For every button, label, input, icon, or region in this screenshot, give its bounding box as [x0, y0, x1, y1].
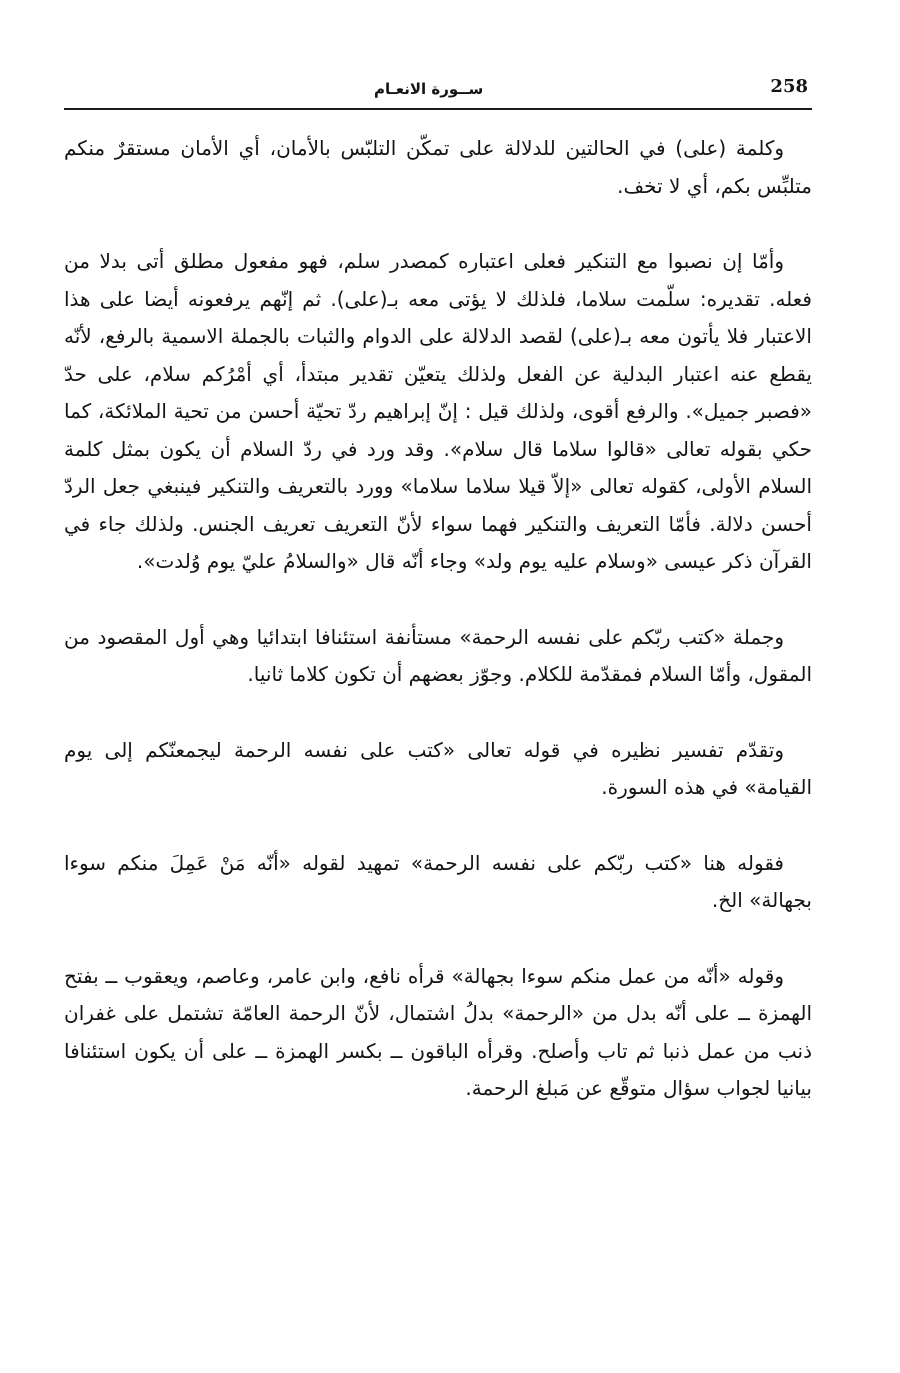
page-number: 258 [770, 76, 808, 97]
paragraph-3: وجملة «كتب ربّكم على نفسه الرحمة» مستأنفة استئنافا ابتدائيا وهي أول المقصود من المقول، وأمّا السلام فمقدّمة للكلام. وجوّز بعضهم أن تكون كلاما ثانيا. [64, 624, 812, 686]
paragraph-5: فقوله هنا «كتب ربّكم على نفسه الرحمة» تمهيد لقوله «أنّه مَنْ عَمِلَ منكم سوءا بجهالة» الخ. [64, 850, 812, 912]
paragraph-2: وأمّا إن نصبوا مع التنكير فعلى اعتباره كمصدر سلم، فهو مفعول مطلق أتى بدلا من فعله. تقديره: سلّمت سلاما، فلذلك لا يؤتى معه بـ(على). ثم إنّهم يرفعونه أيضا على هذا الاعتبار فلا يأتون معه بـ(على) لقصد الدلالة على الدوام والثبات بالجملة الاسمية بالرفع، لأنّه يقطع عنه اعتبار البدلية عن الفعل ولذلك يتعيّن تقدير مبتدأ، أي أمْرُكم سلام، على حدّ «فصبر جميل». والرفع أقوى، ولذلك قيل : إنّ إبراهيم ردّ تحيّة أحسن من تحية الملائكة، كما حكي بقوله تعالى «قالوا سلاما قال سلام». وقد ورد في ردّ السلام أن يكون بمثل كلمة السلام الأولى، كقوله تعالى «إلاّ قيلا سلاما سلاما» وورد بالتعريف والتنكير فينبغي جعل الردّ أحسن دلالة. فأمّا التعريف والتنكير فهما سواء لأنّ التعريف تعريف الجنس. ولذلك جاء في القرآن ذكر عيسى «وسلام عليه يوم ولد» وجاء أنّه قال «والسلامُ عليّ يوم وُلدت». [64, 249, 812, 573]
paragraph-4: وتقدّم تفسير نظيره في قوله تعالى «كتب على نفسه الرحمة ليجمعنّكم إلى يوم القيامة» في هذه السورة. [64, 737, 812, 799]
page-header [64, 70, 812, 110]
running-title: ســورة الانعـام [374, 80, 484, 98]
paragraph-1: وكلمة (على) في الحالتين للدلالة على تمكّن التلبّس بالأمان، أي الأمان مستقرٌ منكم متلبِّس بكم، أي لا تخف. [64, 136, 812, 198]
body-text [64, 130, 812, 1146]
paragraph-6: وقوله «أنّه من عمل منكم سوءا بجهالة» قرأه نافع، وابن عامر، وعاصم، ويعقوب ــ بفتح الهمزة ــ على أنّه بدل من «الرحمة» بدلُ اشتمال، لأنّ الرحمة العامّة تشتمل على غفران ذنب من عمل ذنبا ثم تاب وأصلح. وقرأه الباقون ــ بكسر الهمزة ــ على أن يكون استئنافا بيانيا لجواب سؤال متوقّع عن مَبلغ الرحمة. [64, 963, 812, 1100]
